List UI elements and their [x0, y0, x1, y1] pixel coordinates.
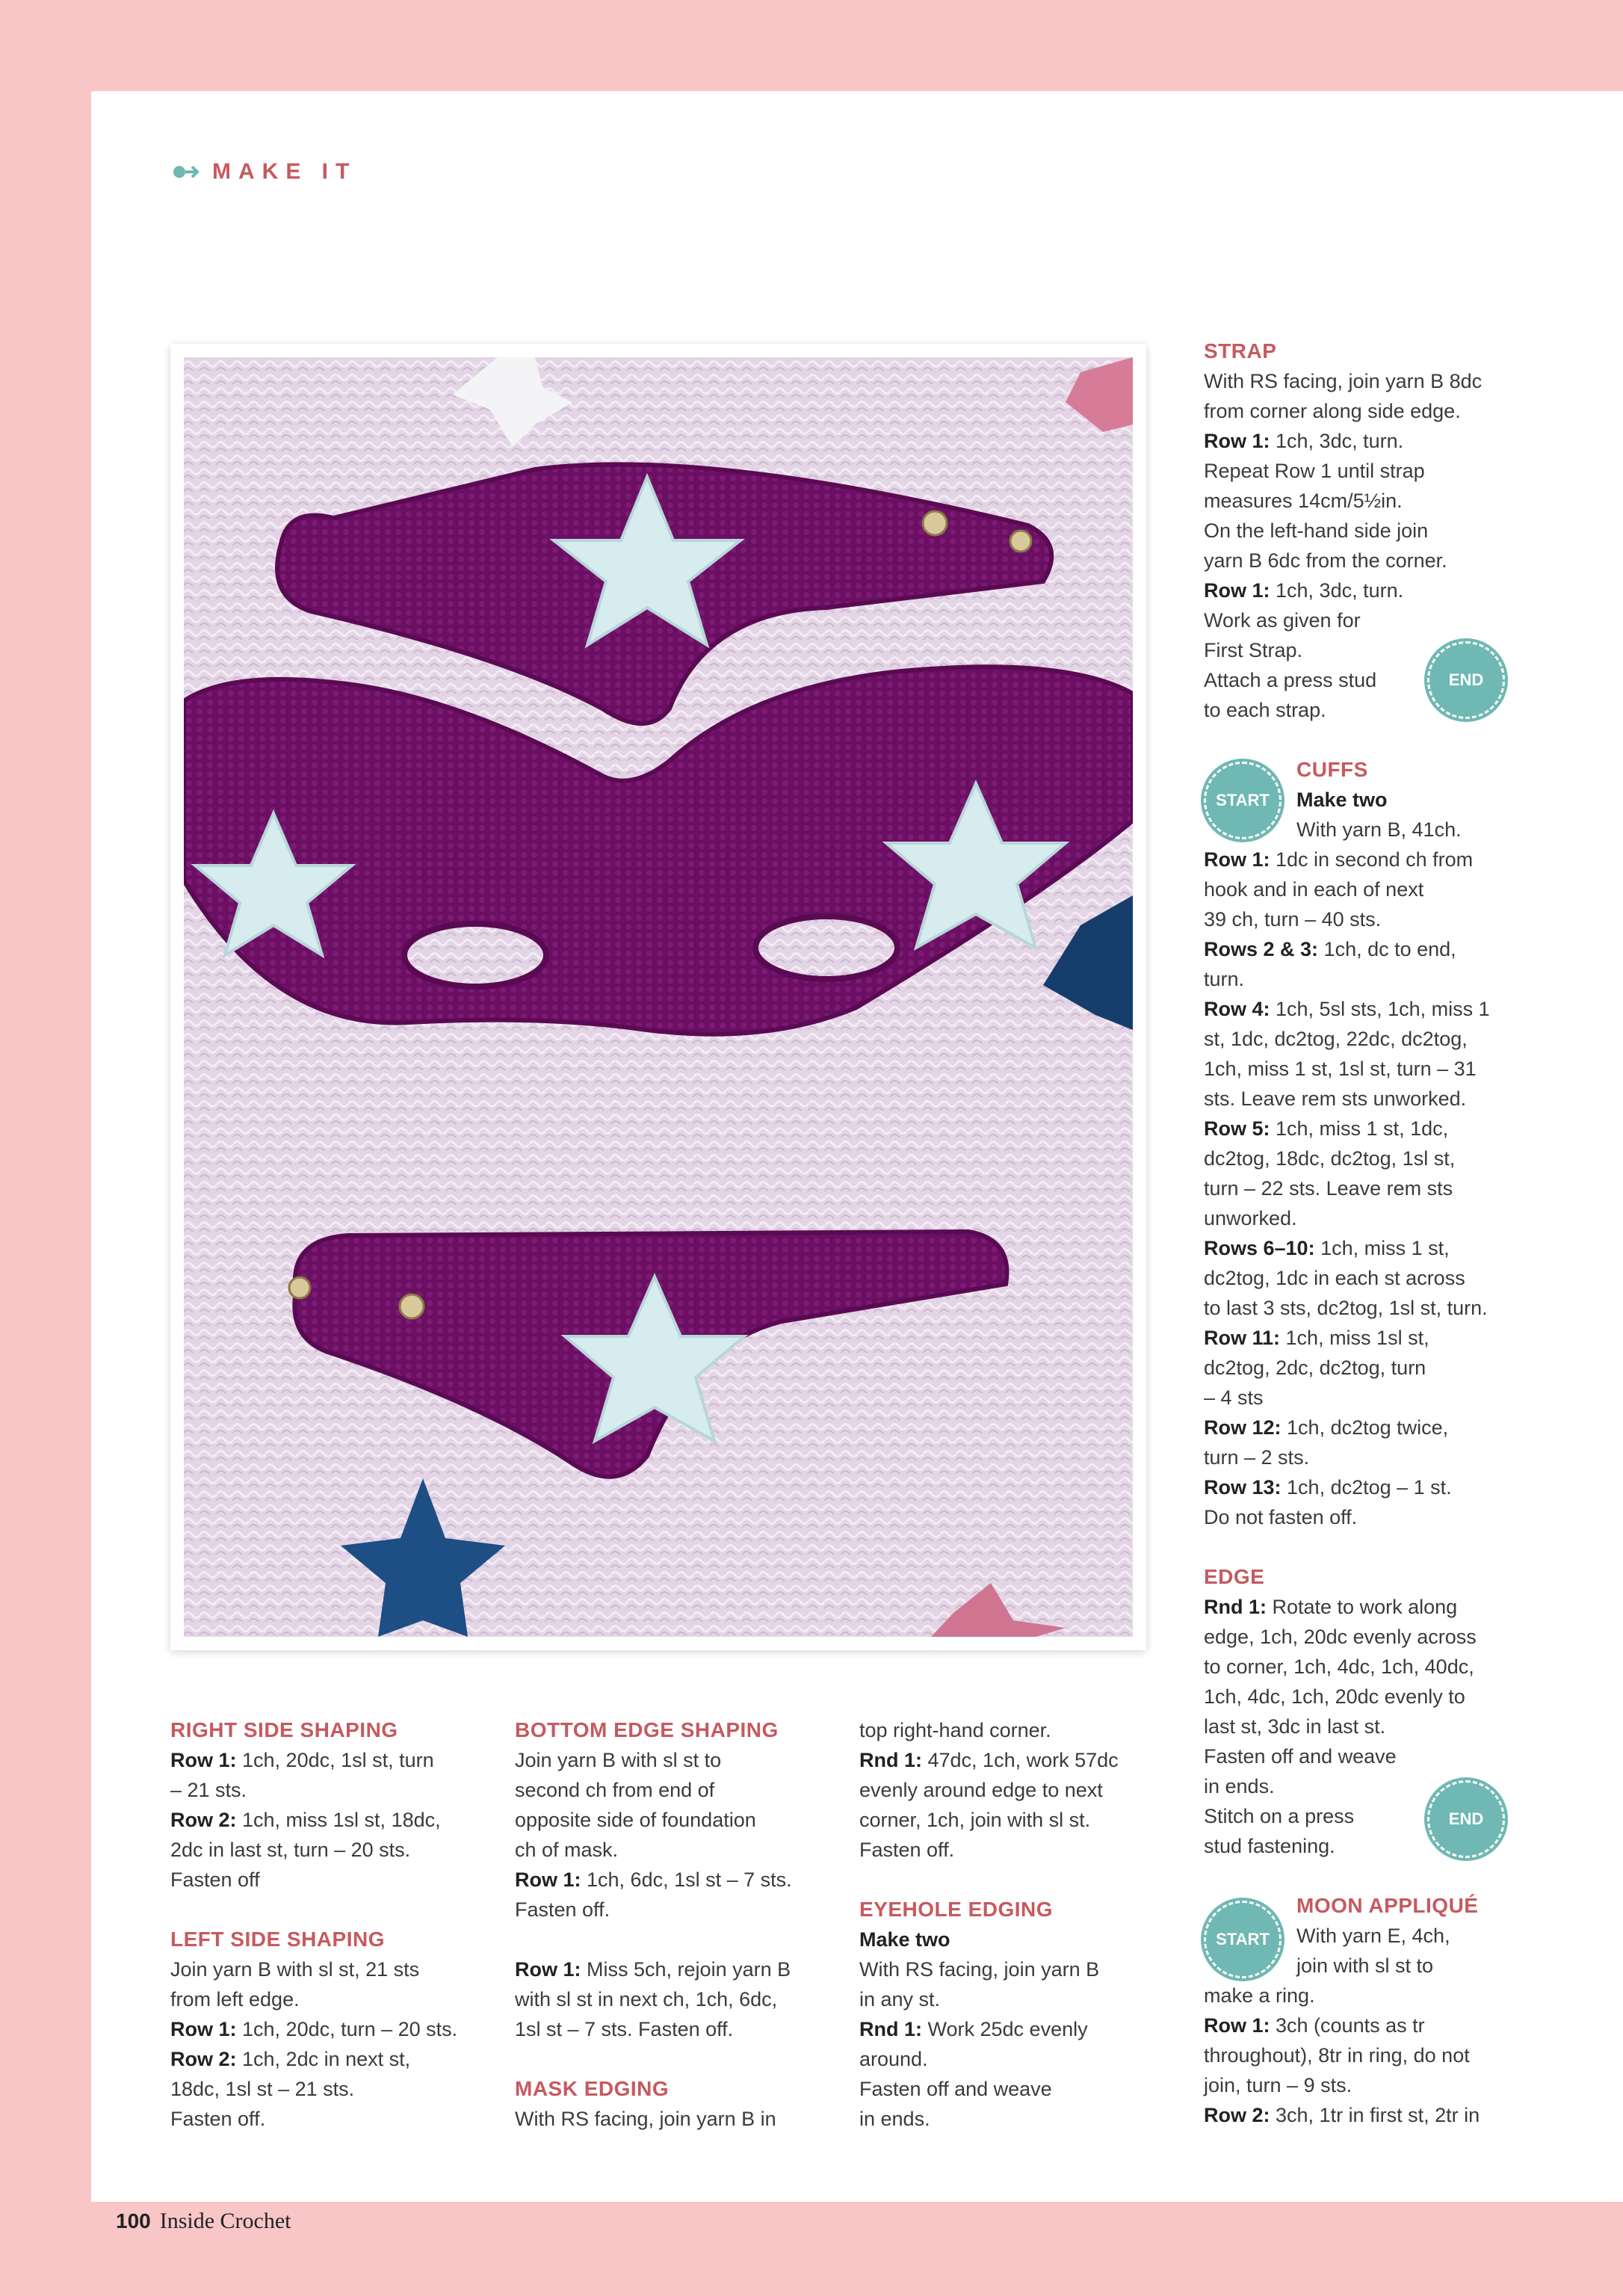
row-text: Rotate to work along [1267, 1596, 1458, 1618]
row-text: 3ch (counts as tr [1270, 2014, 1425, 2037]
row-text: 1ch, 2dc in next st, [236, 2048, 411, 2070]
row-label: Row 2: [1204, 2104, 1270, 2126]
section-header [172, 157, 356, 187]
row-text: With yarn B, 41ch. [1296, 818, 1462, 841]
row-text: Fasten off and weave [1204, 1745, 1397, 1768]
end-badge-edge: END [1427, 1780, 1505, 1858]
row-text: 1ch, miss 1 st, [1314, 1237, 1450, 1259]
row-text: Fasten off. [515, 1898, 610, 1921]
row-text: in ends. [859, 2108, 930, 2130]
row-label: Row 12: [1204, 1416, 1282, 1439]
row-label: Row 13: [1204, 1476, 1282, 1499]
row-label: Row 1: [515, 1958, 581, 1981]
row-text: With RS facing, join yarn B in [515, 2108, 776, 2130]
row-text: 1ch, 4dc, 1ch, 20dc evenly to [1204, 1685, 1465, 1708]
heading-cuffs: CUFFS [1296, 758, 1368, 781]
section-label: MAKE IT [212, 159, 357, 184]
row-text: 1ch, miss 1 st, 1sl st, turn – 31 [1204, 1058, 1477, 1080]
row-label: Rows 2 & 3: [1204, 938, 1319, 960]
row-text: On the left-hand side join [1204, 519, 1429, 542]
row-text: Stitch on a press [1204, 1805, 1355, 1827]
row-text: to each strap. [1204, 699, 1326, 721]
row-text: With yarn E, 4ch, [1296, 1925, 1450, 1947]
photo-frame [170, 344, 1146, 1650]
row-text: Work as given for [1204, 609, 1361, 632]
row-text: Fasten off. [859, 1839, 955, 1861]
row-text: Attach a press stud [1204, 669, 1377, 691]
row-label: Row 1: [515, 1868, 581, 1891]
start-badge-cuffs: START [1204, 762, 1282, 839]
row-text: sts. Leave rem sts unworked. [1204, 1087, 1467, 1110]
row-text: to last 3 sts, dc2tog, 1sl st, turn. [1204, 1297, 1488, 1319]
row-label: Rnd 1: [1204, 1596, 1267, 1618]
heading-bottom-edge: BOTTOM EDGE SHAPING [515, 1718, 779, 1741]
end-badge-strap: END [1427, 641, 1505, 719]
row-text: turn. [1204, 968, 1245, 990]
heading-moon-applique: MOON APPLIQUÉ [1296, 1894, 1479, 1917]
heading-right-side: RIGHT SIDE SHAPING [170, 1718, 398, 1741]
row-text: make a ring. [1204, 1984, 1315, 2007]
row-text: st, 1dc, dc2tog, 22dc, dc2tog, [1204, 1028, 1468, 1050]
column-2 [515, 1715, 829, 2134]
heading-left-side: LEFT SIDE SHAPING [170, 1928, 385, 1951]
row-text: in ends. [1204, 1775, 1275, 1797]
row-text: with sl st in next ch, 1ch, 6dc, [515, 1988, 778, 2010]
press-stud-2 [1010, 531, 1031, 552]
row-text: 1ch, 5sl sts, 1ch, miss 1 [1270, 998, 1490, 1020]
row-text: ch of mask. [515, 1839, 619, 1861]
row-text: 1ch, miss 1sl st, 18dc, [236, 1809, 441, 1831]
row-text: turn – 22 sts. Leave rem sts [1204, 1177, 1453, 1200]
column-4 [1204, 336, 1518, 2130]
row-label: Row 4: [1204, 998, 1270, 1020]
row-text: join, turn – 9 sts. [1204, 2074, 1352, 2096]
row-text: 39 ch, turn – 40 sts. [1204, 908, 1382, 931]
row-text: 1ch, 6dc, 1sl st – 7 sts. [581, 1868, 792, 1891]
row-text: last st, 3dc in last st. [1204, 1715, 1386, 1738]
row-text: 2dc in last st, turn – 20 sts. [170, 1839, 411, 1861]
row-text: With RS facing, join yarn B 8dc [1204, 370, 1483, 392]
heading-mask-edging: MASK EDGING [515, 2077, 670, 2100]
row-text: 1ch, dc to end, [1318, 938, 1456, 960]
row-label: Rnd 1: [859, 1749, 922, 1771]
row-text: to corner, 1ch, 4dc, 1ch, 40dc, [1204, 1655, 1474, 1678]
row-text: 1ch, 20dc, turn – 20 sts. [236, 2018, 458, 2040]
row-text: 1ch, miss 1 st, 1dc, [1270, 1117, 1449, 1140]
row-label: Row 1: [1204, 579, 1270, 602]
row-text: 1ch, 3dc, turn. [1270, 579, 1404, 602]
column-1 [170, 1715, 484, 2134]
row-label: Row 5: [1204, 1117, 1270, 1140]
row-text: With RS facing, join yarn B [859, 1958, 1100, 1981]
row-text: evenly around edge to next [859, 1779, 1103, 1801]
row-text: 3ch, 1tr in first st, 2tr in [1270, 2104, 1480, 2126]
page-number: 100 [116, 2209, 151, 2232]
row-text: dc2tog, 1dc in each st across [1204, 1267, 1465, 1289]
magazine-name: Inside Crochet [159, 2209, 291, 2233]
row-text: Do not fasten off. [1204, 1506, 1358, 1528]
row-text: Join yarn B with sl st, 21 sts [170, 1958, 420, 1981]
row-text: dc2tog, 18dc, dc2tog, 1sl st, [1204, 1147, 1456, 1170]
row-label: Row 11: [1204, 1327, 1281, 1349]
crochet-masks-photo [184, 357, 1133, 1637]
row-text: Fasten off. [170, 2108, 266, 2130]
row-text: from corner along side edge. [1204, 400, 1461, 422]
column-3 [859, 1715, 1173, 2134]
heading-strap: STRAP [1204, 339, 1277, 362]
row-text: 1ch, dc2tog twice, [1281, 1416, 1449, 1439]
row-text: unworked. [1204, 1207, 1297, 1229]
row-text: corner, 1ch, join with sl st. [859, 1809, 1091, 1831]
row-label: Rows 6–10: [1204, 1237, 1315, 1259]
start-badge-moon: START [1204, 1901, 1282, 1978]
row-text: second ch from end of [515, 1779, 715, 1801]
row-text: dc2tog, 2dc, dc2tog, turn [1204, 1357, 1426, 1379]
row-text: First Strap. [1204, 639, 1303, 661]
arrow-icon [172, 163, 203, 181]
row-text: 1ch, miss 1sl st, [1280, 1327, 1429, 1349]
row-text: 47dc, 1ch, work 57dc [922, 1749, 1119, 1771]
row-text: around. [859, 2048, 928, 2070]
row-text: – 4 sts [1204, 1386, 1264, 1409]
row-text: 1ch, dc2tog – 1 st. [1281, 1476, 1452, 1499]
row-label: Row 1: [170, 1749, 237, 1771]
heading-edge: EDGE [1204, 1565, 1265, 1588]
row-label: Row 1: [1204, 430, 1270, 452]
row-text: Miss 5ch, rejoin yarn B [581, 1958, 791, 1981]
row-text: – 21 sts. [170, 1779, 247, 1801]
row-text: in any st. [859, 1988, 941, 2010]
row-label: Row 2: [170, 2048, 237, 2070]
row-text: Fasten off [170, 1868, 260, 1891]
row-text: hook and in each of next [1204, 878, 1424, 901]
row-text: 1sl st – 7 sts. Fasten off. [515, 2018, 734, 2040]
row-text: Fasten off and weave [859, 2078, 1052, 2100]
row-text: stud fastening. [1204, 1835, 1335, 1857]
row-text: 1ch, 20dc, 1sl st, turn [236, 1749, 434, 1771]
subheading: Make two [1296, 789, 1388, 811]
row-text: yarn B 6dc from the corner. [1204, 549, 1447, 572]
row-text: Join yarn B with sl st to [515, 1749, 722, 1771]
row-text: Work 25dc evenly [922, 2018, 1088, 2040]
press-stud-4 [289, 1277, 310, 1298]
row-label: Row 1: [170, 2018, 237, 2040]
row-label: Row 2: [170, 1809, 237, 1831]
page-footer [116, 2209, 291, 2234]
row-label: Row 1: [1204, 2014, 1270, 2037]
row-text: opposite side of foundation [515, 1809, 756, 1831]
row-text: from left edge. [170, 1988, 300, 2010]
row-text: 18dc, 1sl st – 21 sts. [170, 2078, 355, 2100]
press-stud-1 [923, 511, 947, 535]
heading-eyehole-edging: EYEHOLE EDGING [859, 1898, 1054, 1921]
row-label: Rnd 1: [859, 2018, 922, 2040]
press-stud-3 [400, 1294, 424, 1318]
row-text: Repeat Row 1 until strap [1204, 460, 1425, 482]
row-text: edge, 1ch, 20dc evenly across [1204, 1626, 1477, 1648]
row-text: throughout), 8tr in ring, do not [1204, 2044, 1470, 2067]
row-text: measures 14cm/5½in. [1204, 490, 1403, 512]
row-label: Row 1: [1204, 848, 1270, 871]
subheading: Make two [859, 1928, 950, 1951]
row-text: join with sl st to [1296, 1954, 1434, 1977]
row-text: turn – 2 sts. [1204, 1446, 1310, 1469]
row-text: 1dc in second ch from [1270, 848, 1474, 871]
row-text: 1ch, 3dc, turn. [1270, 430, 1404, 452]
row-text: top right-hand corner. [859, 1719, 1051, 1741]
